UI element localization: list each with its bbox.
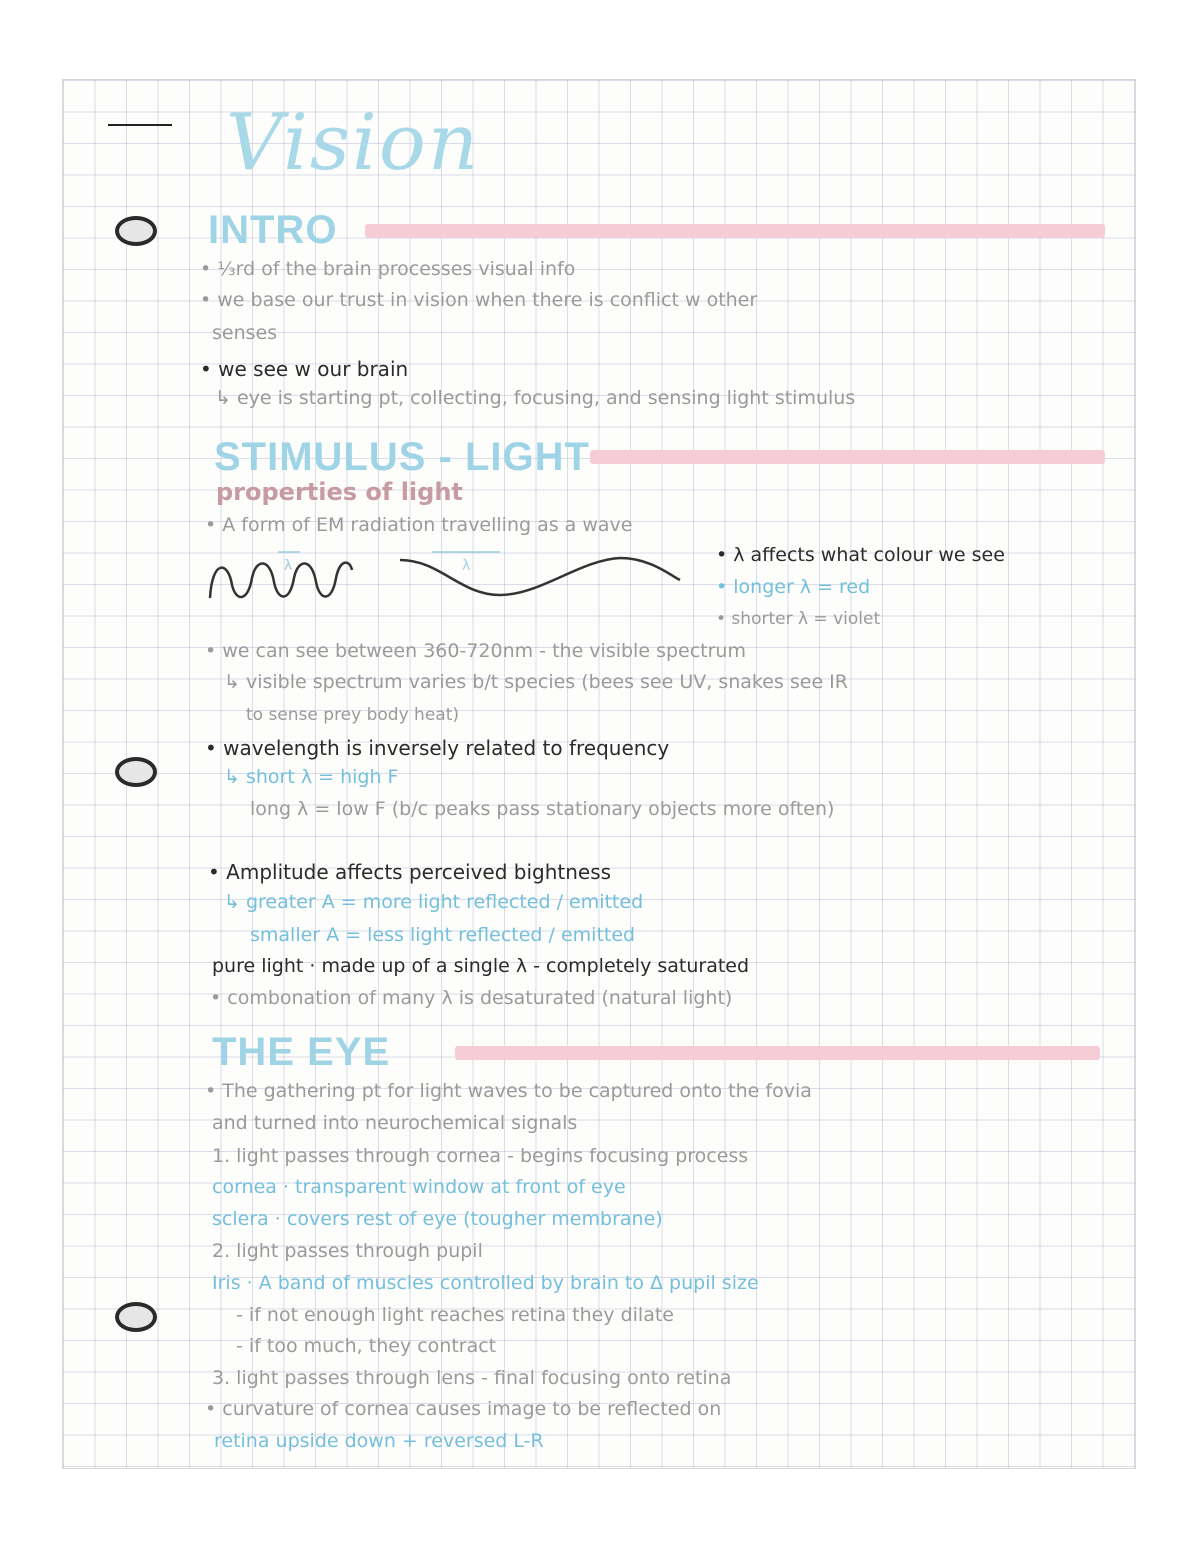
- eye-line: 2. light passes through pupil: [212, 1240, 483, 1262]
- stimulus-subheading: properties of light: [216, 478, 463, 506]
- eye-line: 3. light passes through lens - final focusing onto retina: [212, 1367, 732, 1389]
- heading-highlight: [590, 450, 1105, 464]
- eye-line: 1. light passes through cornea - begins focusing process: [212, 1145, 749, 1167]
- stimulus-line: • we can see between 360-720nm - the visible spectrum: [205, 640, 746, 662]
- stimulus-heading: STIMULUS - LIGHT: [214, 435, 590, 479]
- eye-line: Iris · A band of muscles controlled by brain to Δ pupil size: [212, 1272, 759, 1294]
- stimulus-line: • Amplitude affects perceived bightness: [208, 860, 612, 884]
- eye-line: • The gathering pt for light waves to be captured onto the fovia: [205, 1080, 812, 1102]
- eye-line: • curvature of cornea causes image to be reflected on: [205, 1398, 722, 1420]
- eye-line: and turned into neurochemical signals: [212, 1112, 578, 1134]
- binder-hole: [115, 216, 157, 246]
- stimulus-line: • A form of EM radiation travelling as a wave: [205, 514, 633, 536]
- long-wave: [400, 558, 680, 595]
- intro-line: senses: [212, 322, 278, 344]
- binder-hole: [115, 1302, 157, 1332]
- intro-heading: INTRO: [208, 208, 338, 252]
- long-wave-label: λ: [462, 558, 471, 574]
- stimulus-line: • wavelength is inversely related to frequency: [205, 736, 670, 760]
- stimulus-line: ↳ short λ = high F: [224, 766, 399, 788]
- short-wave: [210, 563, 352, 598]
- stimulus-line: • longer λ = red: [716, 576, 871, 598]
- stimulus-line: to sense prey body heat): [246, 705, 460, 725]
- stimulus-line: • shorter λ = violet: [716, 609, 881, 629]
- intro-line: • we base our trust in vision when there is conflict w other: [200, 289, 758, 311]
- stimulus-line: ↳ visible spectrum varies b/t species (bees see UV, snakes see IR: [224, 671, 848, 693]
- wavelength-sketch: [200, 540, 700, 610]
- stimulus-line: • λ affects what colour we see: [716, 544, 1005, 566]
- page-title: Vision: [226, 98, 481, 188]
- margin-mark: [108, 124, 172, 126]
- intro-line: • ⅓rd of the brain processes visual info: [200, 258, 576, 280]
- eye-line: cornea · transparent window at front of eye: [212, 1176, 626, 1198]
- intro-line: • we see w our brain: [200, 357, 409, 381]
- eye-line: sclera · covers rest of eye (tougher membrane): [212, 1208, 663, 1230]
- eye-heading: THE EYE: [212, 1030, 391, 1074]
- eye-line: - if not enough light reaches retina they dilate: [236, 1304, 674, 1326]
- short-wave-label: λ: [284, 558, 293, 574]
- stimulus-line: pure light · made up of a single λ - completely saturated: [212, 955, 750, 977]
- stimulus-line: ↳ greater A = more light reflected / emitted: [224, 891, 644, 913]
- heading-highlight: [455, 1046, 1100, 1060]
- stimulus-line: long λ = low F (b/c peaks pass stationary objects more often): [250, 798, 835, 820]
- eye-line: - if too much, they contract: [236, 1335, 497, 1357]
- binder-hole: [115, 757, 157, 787]
- stimulus-line: smaller A = less light reflected / emitted: [250, 924, 636, 946]
- eye-line: retina upside down + reversed L-R: [214, 1430, 544, 1452]
- stimulus-line: • combonation of many λ is desaturated (natural light): [210, 987, 733, 1009]
- intro-line: ↳ eye is starting pt, collecting, focusing, and sensing light stimulus: [215, 387, 856, 409]
- heading-highlight: [365, 224, 1105, 238]
